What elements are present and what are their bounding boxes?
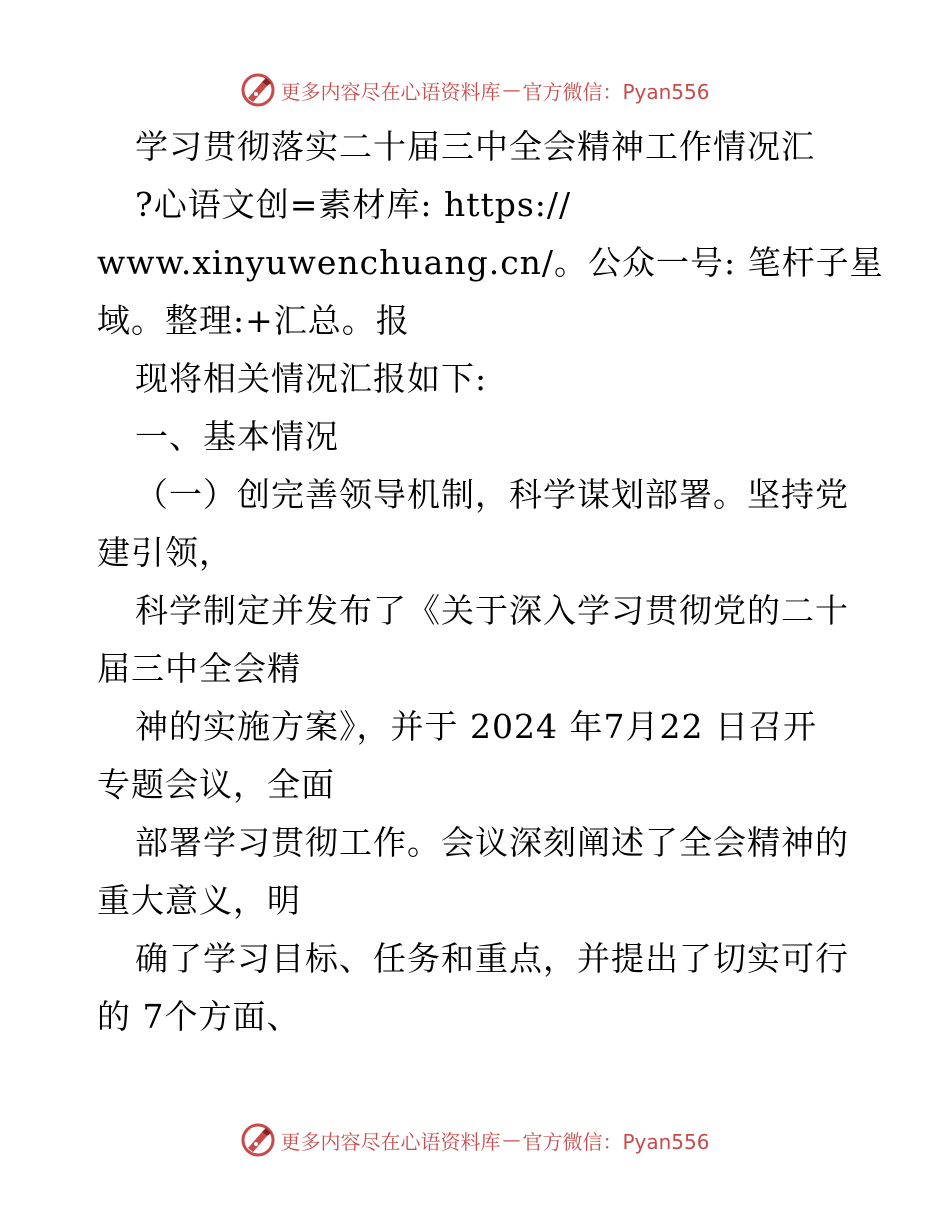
header-banner [0, 70, 950, 110]
document-line: 科学制定并发布了《关于深入学习贯彻党的二十 [135, 591, 849, 630]
document-line: （一）创完善领导机制，科学谋划部署。坚持党 [135, 475, 849, 514]
document-line: 域。整理:+汇总。报 [97, 301, 410, 340]
banner-wechat: 官方微信：Pyan556 [522, 79, 710, 104]
document-line: 一、基本情况 [135, 417, 339, 456]
document-line: 现将相关情况汇报如下: [135, 359, 488, 398]
document-line: www.xinyuwenchuang.cn/。公众一号: 笔杆子星 [97, 243, 884, 282]
document-line: 部署学习贯彻工作。会议深刻阐述了全会精神的 [135, 823, 849, 862]
document-line: 的 7个方面、 [97, 997, 301, 1036]
document-line: 确了学习目标、任务和重点，并提出了切实可行 [135, 939, 849, 978]
document-line: 神的实施方案》，并于 2024 年7月22 日召开 [135, 707, 817, 746]
pen-nib-logo-icon [240, 72, 276, 108]
document-line: 建引领， [97, 533, 233, 572]
banner-separator: — [502, 1129, 521, 1151]
document-line: 学习贯彻落实二十届三中全会精神工作情况汇 [135, 127, 815, 166]
banner-wechat: 官方微信：Pyan556 [522, 1129, 710, 1154]
banner-title: 更多内容尽在心语资料库 [280, 1129, 501, 1154]
document-line: 重大意义，明 [97, 881, 301, 920]
banner-separator: — [502, 79, 521, 101]
pen-nib-logo-icon [240, 1122, 276, 1158]
document-line: 专题会议，全面 [97, 765, 335, 804]
footer-banner [0, 1120, 950, 1160]
banner-title: 更多内容尽在心语资料库 [280, 79, 501, 104]
document-line: ?心语文创=素材库: https:// [135, 185, 572, 224]
document-body [97, 118, 884, 1046]
document-line: 届三中全会精 [97, 649, 301, 688]
